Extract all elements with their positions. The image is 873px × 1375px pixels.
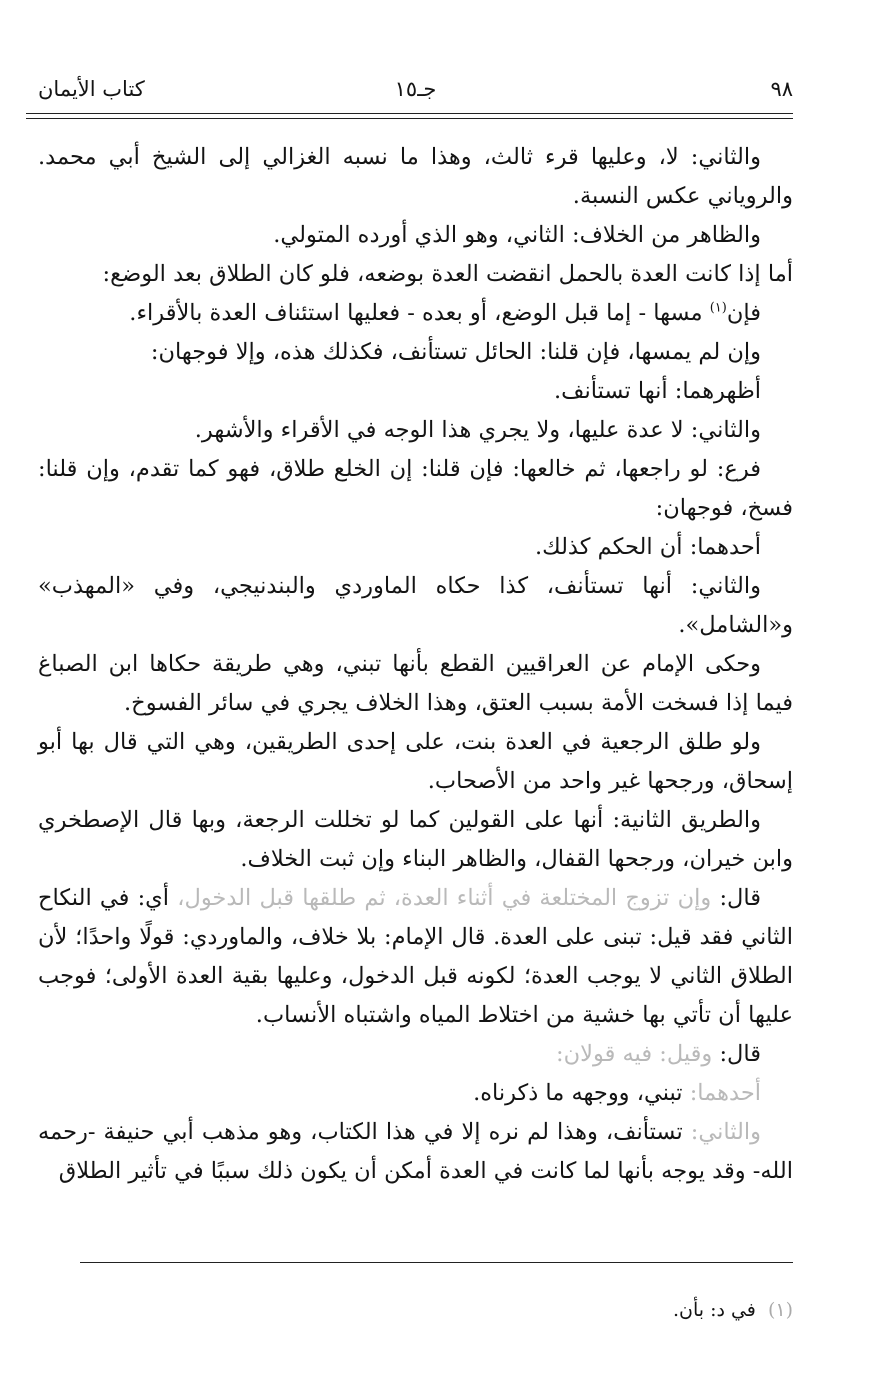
faded-text: وقيل: فيه قولان:: [556, 1041, 720, 1067]
paragraph-text: تبني، ووجهه ما ذكرناه.: [473, 1080, 690, 1106]
paragraph: [38, 645, 793, 723]
paragraph-text: وحكى الإمام عن العراقيين القطع بأنها تبني، وهي طريقة حكاها ابن الصباغ فيما إذا فسخت الأمة بسبب العتق، وهذا الخلاف يجري في سائر الفسوخ.: [38, 651, 793, 716]
faded-text: أحدهما:: [689, 1080, 761, 1106]
paragraph: [38, 216, 793, 255]
faded-text: والثاني:: [690, 1119, 761, 1145]
footnote-text: في د: بأن.: [672, 1299, 756, 1321]
book-title: كتاب الأيمان: [38, 77, 145, 101]
paragraph-text: أظهرهما: أنها تستأنف.: [554, 378, 761, 404]
paragraph-lead: قال:: [719, 885, 761, 911]
paragraph-text: مسها - إما قبل الوضع، أو بعده - فعليها استئناف العدة بالأقراء.: [129, 300, 710, 326]
paragraph-text: فرع: لو راجعها، ثم خالعها: فإن قلنا: إن الخلع طلاق، فهو كما تقدم، وإن قلنا: فسخ، فوجهان:: [38, 456, 793, 521]
paragraph: [38, 1113, 793, 1191]
paragraph: [38, 333, 793, 372]
paragraph: [38, 723, 793, 801]
header-rule-bottom: [26, 118, 793, 119]
paragraph-text: أي: في النكاح الثاني فقد قيل: تبنى على العدة. قال الإمام: بلا خلاف، والماوردي: قولًا واحدًا؛ لأن الطلاق الثاني لا يوجب العدة؛ لكونه قبل الدخول، وعليها بقية العدة الأولى؛ فوجب عليها أن تأتي بها خشية من اختلاط المياه واشتباه الأنساب.: [38, 885, 793, 1028]
paragraph: [38, 138, 793, 216]
footnote: [400, 1296, 793, 1324]
paragraph-text: ولو طلق الرجعية في العدة بنت، على إحدى الطريقين، وهي التي قال بها أبو إسحاق، ورجحها غير واحد من الأصحاب.: [38, 729, 793, 794]
paragraph: [38, 255, 793, 294]
paragraph-text: تستأنف، وهذا لم نره إلا في هذا الكتاب، وهو مذهب أبي حنيفة -رحمه الله- وقد يوجه بأنها لما كانت في العدة أمكن أن يكون ذلك سببًا في تأثير الطلاق: [38, 1119, 793, 1184]
paragraph: [38, 879, 793, 1035]
paragraph: [38, 1035, 793, 1074]
paragraph: [38, 411, 793, 450]
paragraph: [38, 294, 793, 333]
paragraph: [38, 528, 793, 567]
paragraph-text: أما إذا كانت العدة بالحمل انقضت العدة بوضعه، فلو كان الطلاق بعد الوضع:: [102, 261, 793, 287]
paragraph-text: والطريق الثانية: أنها على القولين كما لو تخللت الرجعة، وبها قال الإصطخري وابن خيران، ورجحها القفال، والظاهر البناء وإن ثبت الخلاف.: [38, 807, 793, 872]
paragraph: [38, 801, 793, 879]
footnote-rule: [80, 1262, 793, 1263]
paragraph-text: والثاني: أنها تستأنف، كذا حكاه الماوردي والبندنيجي، وفي «المهذب» و«الشامل».: [38, 573, 793, 638]
paragraph-text: والظاهر من الخلاف: الثاني، وهو الذي أورده المتولي.: [273, 222, 761, 248]
paragraph-text: أحدهما: أن الحكم كذلك.: [534, 534, 761, 560]
faded-text: وإن تزوج المختلعة في أثناء العدة، ثم طلقها قبل الدخول،: [177, 885, 720, 911]
footnote-number: (١): [767, 1299, 793, 1321]
paragraph: [38, 1074, 793, 1113]
paragraph-lead: فإن: [726, 300, 761, 326]
paragraph-text: وإن لم يمسها، فإن قلنا: الحائل تستأنف، فكذلك هذه، وإلا فوجهان:: [150, 339, 761, 365]
body-text: [38, 138, 793, 1191]
paragraph: [38, 450, 793, 528]
volume-number: جـ١٥: [394, 77, 437, 101]
header-rule-top: [26, 113, 793, 114]
page-number: ٩٨: [770, 77, 793, 101]
paragraph-lead: قال:: [719, 1041, 761, 1067]
paragraph: [38, 372, 793, 411]
running-header: [38, 74, 793, 108]
paragraph: [38, 567, 793, 645]
paragraph-text: والثاني: لا، وعليها قرء ثالث، وهذا ما نسبه الغزالي إلى الشيخ أبي محمد. والروياني عكس النسبة.: [38, 144, 793, 209]
paragraph-text: والثاني: لا عدة عليها، ولا يجري هذا الوجه في الأقراء والأشهر.: [194, 417, 761, 443]
footnote-marker: (١): [709, 300, 727, 316]
